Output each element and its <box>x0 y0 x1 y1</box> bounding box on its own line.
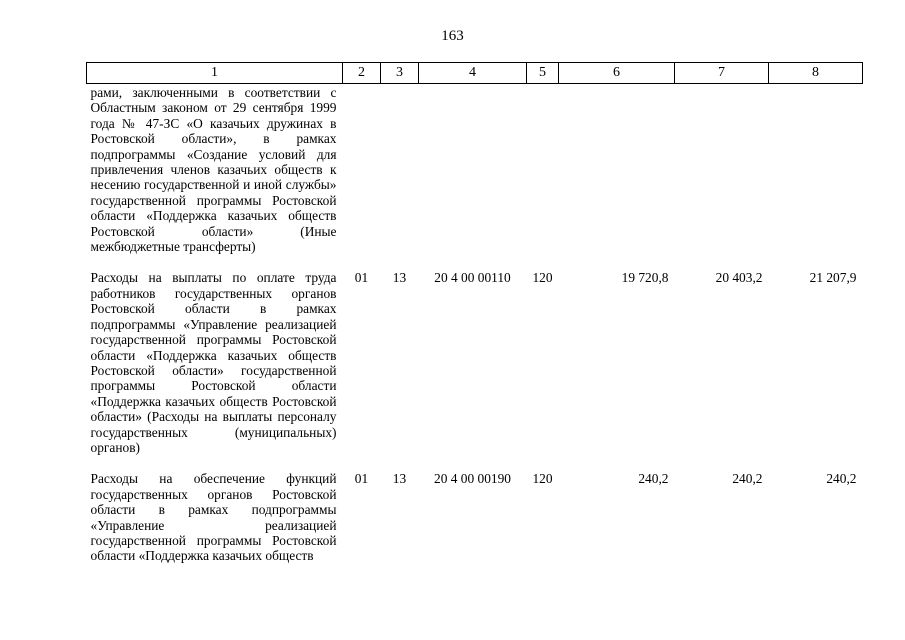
amount-year-1 <box>559 84 675 255</box>
section-code: 01 <box>354 471 369 487</box>
row-description <box>87 84 343 255</box>
row-description <box>87 455 343 563</box>
table-row <box>87 84 863 255</box>
target-article-code: 20 4 00 00110 <box>434 270 511 286</box>
amount-year-3 <box>769 84 863 255</box>
section-code: 01 <box>354 270 369 286</box>
column-header: 1 <box>87 63 343 84</box>
column-header: 3 <box>381 63 419 84</box>
section-code <box>343 84 381 255</box>
amount-year-3: 21 207,9 <box>809 270 857 286</box>
subsection-code: 13 <box>392 270 407 286</box>
amount-year-2 <box>675 84 769 255</box>
table-row <box>87 254 863 455</box>
amount-year-1: 19 720,8 <box>621 270 669 286</box>
expense-type-code <box>527 84 559 255</box>
description-text: Расходы на выплаты по оплате труда работников государственных органов Ростовской области в рамках подпрограммы «Управление реализацией государственной программы Ростовской области «Поддержка казачьих обществ Ростовской области» государственной программы Ростовской области «Поддержка казачьих обществ Ростовской области» (Расходы на выплаты персоналу государственных (муниципальных) органов) <box>90 270 337 455</box>
target-article-code: 20 4 00 00190 <box>434 471 511 487</box>
amount-year-2: 20 403,2 <box>715 270 763 286</box>
table-header-row <box>87 63 863 84</box>
column-header: 4 <box>419 63 527 84</box>
row-description <box>87 254 343 455</box>
page-number: 163 <box>441 28 464 44</box>
expense-type-code: 120 <box>532 471 553 487</box>
budget-table <box>86 62 863 564</box>
expense-type-code: 120 <box>532 270 553 286</box>
amount-year-1: 240,2 <box>638 471 669 487</box>
table-row <box>87 455 863 563</box>
column-header: 8 <box>769 63 863 84</box>
column-header: 7 <box>675 63 769 84</box>
description-text: Расходы на обеспечение функций государственных органов Ростовской области в рамках подпрограммы «Управление реализацией государственной программы Ростовской области «Поддержка казачьих обществ <box>90 471 337 564</box>
description-text: рами, заключенными в соответствии с Областным законом от 29 сентября 1999 года № 47-ЗС «О казачьих дружинах в Ростовской области», в рамках подпрограммы «Создание условий для привлечения членов казачьих обществ к несению государственной и иной службы» государственной программы Ростовской области «Поддержка казачьих обществ Ростовской области» (Иные межбюджетные трансферты) <box>90 85 337 255</box>
amount-year-3: 240,2 <box>826 471 857 487</box>
target-article-code <box>419 84 527 255</box>
subsection-code: 13 <box>392 471 407 487</box>
column-header: 6 <box>559 63 675 84</box>
column-header: 2 <box>343 63 381 84</box>
subsection-code <box>381 84 419 255</box>
amount-year-2: 240,2 <box>732 471 763 487</box>
column-header: 5 <box>527 63 559 84</box>
